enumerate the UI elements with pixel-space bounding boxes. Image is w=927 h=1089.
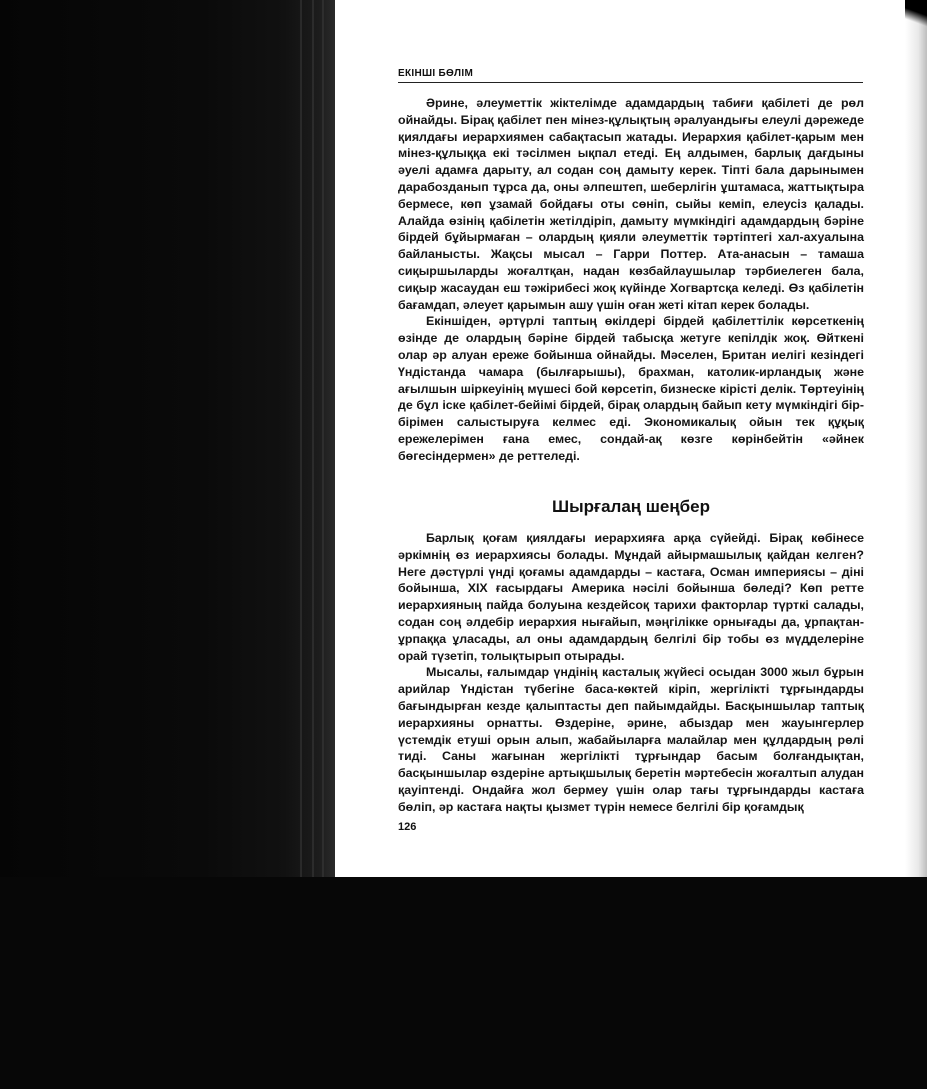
scan-shadow-right bbox=[905, 0, 927, 877]
page-number: 126 bbox=[398, 821, 417, 833]
section-1-text bbox=[398, 95, 864, 465]
paragraph: Әрине, әлеуметтік жіктелімде адамдардың табиғи қабілеті де рөл ойнайды. Бірақ қабілет пен мінез-құлықтың әралуандығы елеулі дәрежеде қиялдағы иерархиямен сабақтасып жатады. Иерархия қабілет-қарым мен мінез-құлыққа екі тәсілмен ықпал етеді. Ең алдымен, барлық дағдыны әуелі адамға дарыту, ал содан соң дамыту керек. Тіпті бала дарынымен дарабозданып тұрса да, оны әлпештеп, шеберлігін ұштамаса, жаттықтыра бермесе, көп ұзамай бойдағы оты сөніп, сыйы кеміп, елеусіз қалады. Алайда өзінің қабілетін жетілдіріп, дамыту мүмкіндігі адамдардың бәріне бірдей бұйырмаған – олардың қияли әлеуметтік тәртіптегі хал-ахуалына байланысты. Жақсы мысал – Гарри Поттер. Ата-анасын – тамаша сиқыршыларды жоғалтқан, надан көзбайлаушылар тәрбиелеген бала, сиқыр жасаудан еш тәжірибесі жоқ күйінде Хогвартсқа келеді. Өз қабілетін бағамдап, әлеует қарымын ашу үшін оған жеті кітап керек болады. bbox=[398, 96, 864, 312]
section-heading: Шырғалаң шеңбер bbox=[552, 497, 710, 516]
scan-shadow-bottom bbox=[0, 877, 927, 1089]
paragraph: Мысалы, ғалымдар үндінің касталық жүйесі осыдан 3000 жыл бұрын арийлар Үндістан түбегіне баса-көктей кіріп, жергілікті тұрғындарды бағындырған кезде қалыптасты деп пайымдайды. Басқыншылар таптық иерархияны орнатты. Өздеріне, әрине, абыздар мен жауынгерлер үстемдік етуші орын алып, жабайыларға малайлар мен құлдардың рөлі тиді. Саны жағынан жергілікті тұрғындар басым болғандықтан, басқыншылар өздеріне артықшылық беретін мәртебесін жоғалтып алудан қауіптенді. Ондайға жол бермеу үшін олар тағы тұрғындарды кастаға бөліп, әр кастаға нақты қызмет түрін немесе белгілі бір қоғамдық bbox=[398, 665, 864, 814]
section-2-text bbox=[398, 530, 864, 816]
paragraph: Екіншіден, әртүрлі таптың өкілдері бірдей қабілеттілік көрсеткенің өзінде де олардың бәріне бірдей табысқа жетуге кепілдік жоқ. Өйткені олар әр алуан ереже бойынша ойнайды. Мәселен, Британ иелігі кезіндегі Үндістанда чамара (былғарышы), брахман, католик-ирландық және ағылшын шіркеуінің мүшесі бой көрсетіп, бизнеске кірісті делік. Төртеуінің де бұл іске қабілет-бейімі бірдей, бірақ олардың байып кету мүмкіндігі бір-бірімен салыстыруға келмес еді. Экономикалық ойын тек құқық ережелерімен ғана емес, сондай-ақ көзге көрінбейтін «әйнек бөгесіндермен» де реттеледі. bbox=[398, 314, 864, 463]
running-header: ЕКІНШІ БӨЛІМ bbox=[398, 68, 863, 83]
paragraph: Барлық қоғам қиялдағы иерархияға арқа сүйейді. Бірақ көбінесе әркімнің өз иерархиясы болады. Мұндай айырмашылық қайдан келген? Неге дәстүрлі үнді қоғамы адамдарды – кастаға, Осман империясы – діні бойынша, XIX ғасырдағы Америка нәсілі бойынша бөледі? Көп ретте иерархияның пайда болуына кездейсоқ тарихи факторлар түрткі салады, содан соң әлдебір иерархия нығайып, мәңгілікке орнығады да, ұрпақтан-ұрпаққа ұласады, ал оны адамдардың белгілі бір тобы өз мүдделеріне орай түзетіп, толықтырып отырады. bbox=[398, 531, 864, 663]
